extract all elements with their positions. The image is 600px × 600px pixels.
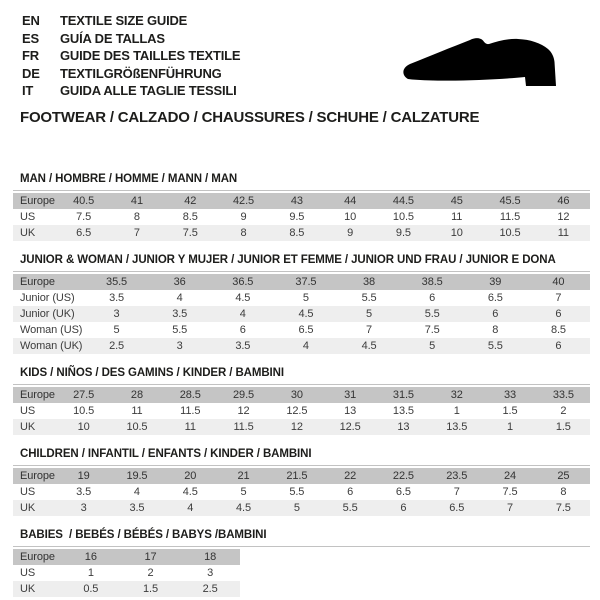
size-cell: 6 bbox=[527, 338, 590, 354]
table-row bbox=[13, 484, 590, 500]
category-title: FOOTWEAR / CALZADO / CHAUSSURES / SCHUHE / CALZATURE bbox=[20, 108, 480, 126]
size-section bbox=[13, 254, 590, 354]
size-cell: 10 bbox=[57, 419, 110, 435]
table-row bbox=[13, 225, 590, 241]
size-cell: 18 bbox=[180, 549, 240, 565]
table-row bbox=[13, 581, 240, 597]
row-label: US bbox=[20, 566, 36, 579]
row-label: US bbox=[20, 404, 36, 417]
size-table bbox=[13, 387, 590, 435]
size-cell: 40.5 bbox=[57, 193, 110, 209]
size-cell: 8.5 bbox=[270, 225, 323, 241]
table-header-row bbox=[13, 387, 590, 403]
size-table bbox=[13, 274, 590, 354]
size-section bbox=[13, 448, 590, 516]
size-cell: 6 bbox=[464, 306, 527, 322]
size-cell: 7.5 bbox=[537, 500, 590, 516]
size-cell: 11.5 bbox=[217, 419, 270, 435]
row-label: UK bbox=[13, 225, 57, 241]
size-cell: 4 bbox=[274, 338, 337, 354]
language-code: ES bbox=[22, 30, 39, 46]
table-wrap bbox=[13, 271, 590, 354]
size-cell: 7 bbox=[483, 500, 536, 516]
size-cell: 3.5 bbox=[110, 500, 163, 516]
size-cell: 3 bbox=[57, 500, 110, 516]
size-cell: 4.5 bbox=[182, 485, 198, 498]
size-cell: 3 bbox=[148, 338, 211, 354]
size-cell: 7.5 bbox=[502, 485, 518, 498]
dress-shoe-icon bbox=[400, 33, 578, 94]
size-cell: 3.5 bbox=[109, 291, 125, 304]
section-title: JUNIOR & WOMAN / JUNIOR Y MUJER / JUNIOR ET FEMME / JUNIOR UND FRAU / JUNIOR E DONA bbox=[20, 253, 556, 266]
size-cell: 38 bbox=[338, 274, 401, 290]
size-cell: 4 bbox=[176, 291, 183, 304]
size-cell: 39 bbox=[464, 274, 527, 290]
size-cell: 13.5 bbox=[392, 404, 414, 417]
row-label: UK bbox=[13, 581, 61, 597]
size-cell: 7 bbox=[555, 291, 562, 304]
size-cell: 7 bbox=[453, 485, 460, 498]
size-cell: 7.5 bbox=[424, 323, 440, 336]
row-label: Junior (US) bbox=[20, 291, 75, 304]
size-cell: 4 bbox=[164, 500, 217, 516]
size-cell: 6 bbox=[527, 306, 590, 322]
size-cell: 5.5 bbox=[464, 338, 527, 354]
row-label: Woman (US) bbox=[20, 323, 83, 336]
table-row bbox=[13, 290, 590, 306]
language-label: GUIDA ALLE TAGLIE TESSILI bbox=[60, 83, 237, 98]
size-cell: 38.5 bbox=[401, 274, 464, 290]
size-cell: 40 bbox=[527, 274, 590, 290]
row-label: Europe bbox=[13, 274, 85, 290]
table-header-row bbox=[13, 549, 240, 565]
size-cell: 5 bbox=[401, 338, 464, 354]
size-cell: 35.5 bbox=[85, 274, 148, 290]
size-cell: 37.5 bbox=[274, 274, 337, 290]
size-tables bbox=[13, 173, 590, 597]
row-label: US bbox=[20, 485, 36, 498]
table-row bbox=[13, 419, 590, 435]
row-label: UK bbox=[13, 500, 57, 516]
size-cell: 42.5 bbox=[217, 193, 270, 209]
size-cell: 4.5 bbox=[217, 500, 270, 516]
table-wrap bbox=[13, 190, 590, 241]
size-cell: 43 bbox=[270, 193, 323, 209]
size-cell: 31.5 bbox=[377, 387, 430, 403]
row-label: Woman (UK) bbox=[13, 338, 85, 354]
size-cell: 12.5 bbox=[323, 419, 376, 435]
size-cell: 3.5 bbox=[76, 485, 92, 498]
size-cell: 7.5 bbox=[164, 225, 217, 241]
size-cell: 17 bbox=[121, 549, 181, 565]
table-row bbox=[13, 209, 590, 225]
size-cell: 5.5 bbox=[289, 485, 305, 498]
size-cell: 11 bbox=[164, 419, 217, 435]
language-label: GUÍA DE TALLAS bbox=[60, 30, 165, 46]
size-cell: 8 bbox=[560, 485, 567, 498]
table-wrap bbox=[13, 546, 590, 597]
size-cell: 16 bbox=[61, 549, 121, 565]
language-label: TEXTILGRÖßENFÜHRUNG bbox=[60, 65, 222, 81]
size-cell: 5.5 bbox=[361, 291, 377, 304]
size-section bbox=[13, 173, 590, 241]
size-cell: 5.5 bbox=[172, 323, 188, 336]
size-cell: 9 bbox=[323, 225, 376, 241]
table-header-row bbox=[13, 468, 590, 484]
table-wrap bbox=[13, 465, 590, 516]
size-cell: 22.5 bbox=[377, 468, 430, 484]
size-cell: 12 bbox=[557, 210, 570, 223]
size-cell: 6.5 bbox=[430, 500, 483, 516]
size-cell: 12.5 bbox=[286, 404, 308, 417]
size-cell: 20 bbox=[164, 468, 217, 484]
section-title: BABIES / BEBÉS / BÉBÉS / BABYS /BAMBINI bbox=[20, 528, 267, 541]
size-cell: 28 bbox=[110, 387, 163, 403]
size-cell: 3.5 bbox=[148, 306, 211, 322]
language-code: EN bbox=[22, 13, 40, 28]
size-cell: 2 bbox=[560, 404, 567, 417]
size-cell: 27.5 bbox=[57, 387, 110, 403]
size-cell: 6 bbox=[377, 500, 430, 516]
size-cell: 6.5 bbox=[395, 485, 411, 498]
size-cell: 11.5 bbox=[499, 210, 521, 223]
table-header-row bbox=[13, 274, 590, 290]
size-section bbox=[13, 367, 590, 435]
size-cell: 25 bbox=[537, 468, 590, 484]
size-cell: 4 bbox=[211, 306, 274, 322]
size-cell: 36 bbox=[148, 274, 211, 290]
size-cell: 5 bbox=[240, 485, 247, 498]
size-cell: 9.5 bbox=[377, 225, 430, 241]
size-cell: 9 bbox=[240, 210, 247, 223]
size-cell: 1.5 bbox=[537, 419, 590, 435]
size-cell: 41 bbox=[110, 193, 163, 209]
size-cell: 4.5 bbox=[338, 338, 401, 354]
size-cell: 11.5 bbox=[180, 404, 201, 417]
size-cell: 1.5 bbox=[121, 581, 181, 597]
size-cell: 13 bbox=[344, 404, 357, 417]
size-cell: 6.5 bbox=[57, 225, 110, 241]
table-row bbox=[13, 403, 590, 419]
size-cell: 2.5 bbox=[85, 338, 148, 354]
table-header-row bbox=[13, 193, 590, 209]
size-cell: 33 bbox=[483, 387, 536, 403]
row-label: Junior (UK) bbox=[13, 306, 85, 322]
size-cell: 19.5 bbox=[110, 468, 163, 484]
row-label: Europe bbox=[13, 193, 57, 209]
size-cell: 3.5 bbox=[211, 338, 274, 354]
row-label: Europe bbox=[13, 387, 57, 403]
size-cell: 6 bbox=[429, 291, 436, 304]
size-cell: 33.5 bbox=[537, 387, 590, 403]
size-cell: 7 bbox=[110, 225, 163, 241]
size-cell: 5 bbox=[302, 291, 309, 304]
size-cell: 7.5 bbox=[76, 210, 92, 223]
size-cell: 8 bbox=[492, 323, 499, 336]
size-cell: 3 bbox=[85, 306, 148, 322]
size-cell: 30 bbox=[270, 387, 323, 403]
size-cell: 44 bbox=[323, 193, 376, 209]
size-table bbox=[13, 549, 240, 597]
section-title: CHILDREN / INFANTIL / ENFANTS / KINDER / BAMBINI bbox=[20, 447, 312, 460]
row-label: Europe bbox=[13, 468, 57, 484]
size-cell: 11 bbox=[451, 210, 463, 223]
size-cell: 5 bbox=[270, 500, 323, 516]
size-cell: 29.5 bbox=[217, 387, 270, 403]
size-cell: 1 bbox=[453, 404, 460, 417]
language-row bbox=[22, 12, 590, 30]
language-code: FR bbox=[22, 48, 39, 63]
size-cell: 8 bbox=[133, 210, 140, 223]
size-cell: 2.5 bbox=[180, 581, 240, 597]
size-cell: 10.5 bbox=[73, 404, 95, 417]
size-cell: 1.5 bbox=[502, 404, 518, 417]
size-cell: 6.5 bbox=[298, 323, 314, 336]
table-row bbox=[13, 565, 240, 581]
size-section bbox=[13, 529, 590, 597]
row-label: UK bbox=[13, 419, 57, 435]
row-label: US bbox=[20, 210, 36, 223]
size-cell: 4 bbox=[133, 485, 140, 498]
size-cell: 1 bbox=[87, 566, 94, 579]
table-row bbox=[13, 322, 590, 338]
size-cell: 22 bbox=[323, 468, 376, 484]
section-title: KIDS / NIÑOS / DES GAMINS / KINDER / BAMBINI bbox=[20, 366, 284, 379]
size-cell: 5.5 bbox=[323, 500, 376, 516]
size-cell: 45.5 bbox=[483, 193, 536, 209]
size-cell: 24 bbox=[483, 468, 536, 484]
size-cell: 28.5 bbox=[164, 387, 217, 403]
size-cell: 10 bbox=[344, 210, 357, 223]
table-row bbox=[13, 500, 590, 516]
size-cell: 5 bbox=[338, 306, 401, 322]
language-code: IT bbox=[22, 83, 34, 98]
size-cell: 2 bbox=[147, 566, 154, 579]
size-cell: 10.5 bbox=[110, 419, 163, 435]
language-code: DE bbox=[22, 65, 40, 81]
size-cell: 31 bbox=[323, 387, 376, 403]
size-cell: 4.5 bbox=[235, 291, 251, 304]
size-cell: 21.5 bbox=[270, 468, 323, 484]
size-cell: 23.5 bbox=[430, 468, 483, 484]
size-cell: 3 bbox=[207, 566, 214, 579]
size-cell: 6 bbox=[239, 323, 246, 336]
section-title: MAN / HOMBRE / HOMME / MANN / MAN bbox=[20, 172, 238, 185]
size-cell: 10.5 bbox=[483, 225, 536, 241]
size-cell: 1 bbox=[483, 419, 536, 435]
size-cell: 4.5 bbox=[274, 306, 337, 322]
size-cell: 12 bbox=[270, 419, 323, 435]
size-cell: 46 bbox=[537, 193, 590, 209]
size-table bbox=[13, 193, 590, 241]
table-row bbox=[13, 338, 590, 354]
language-label: TEXTILE SIZE GUIDE bbox=[60, 13, 188, 28]
size-cell: 5 bbox=[113, 323, 120, 336]
table-row bbox=[13, 306, 590, 322]
size-cell: 13.5 bbox=[430, 419, 483, 435]
size-cell: 7 bbox=[366, 323, 373, 336]
language-label: GUIDE DES TAILLES TEXTILE bbox=[60, 48, 241, 63]
size-cell: 13 bbox=[377, 419, 430, 435]
size-cell: 6.5 bbox=[487, 291, 503, 304]
size-cell: 12 bbox=[237, 404, 250, 417]
size-cell: 8.5 bbox=[550, 323, 566, 336]
size-cell: 11 bbox=[131, 404, 143, 417]
row-label: Europe bbox=[13, 549, 61, 565]
size-cell: 36.5 bbox=[211, 274, 274, 290]
size-cell: 21 bbox=[217, 468, 270, 484]
size-cell: 10 bbox=[430, 225, 483, 241]
size-table bbox=[13, 468, 590, 516]
size-cell: 45 bbox=[430, 193, 483, 209]
size-cell: 44.5 bbox=[377, 193, 430, 209]
size-cell: 8 bbox=[217, 225, 270, 241]
size-cell: 6 bbox=[347, 485, 354, 498]
size-cell: 9.5 bbox=[289, 210, 305, 223]
size-cell: 11 bbox=[537, 225, 590, 241]
size-cell: 10.5 bbox=[392, 210, 414, 223]
size-cell: 0.5 bbox=[61, 581, 121, 597]
table-wrap bbox=[13, 384, 590, 435]
size-cell: 19 bbox=[57, 468, 110, 484]
size-cell: 32 bbox=[430, 387, 483, 403]
size-cell: 5.5 bbox=[401, 306, 464, 322]
size-cell: 8.5 bbox=[182, 210, 198, 223]
size-cell: 42 bbox=[164, 193, 217, 209]
